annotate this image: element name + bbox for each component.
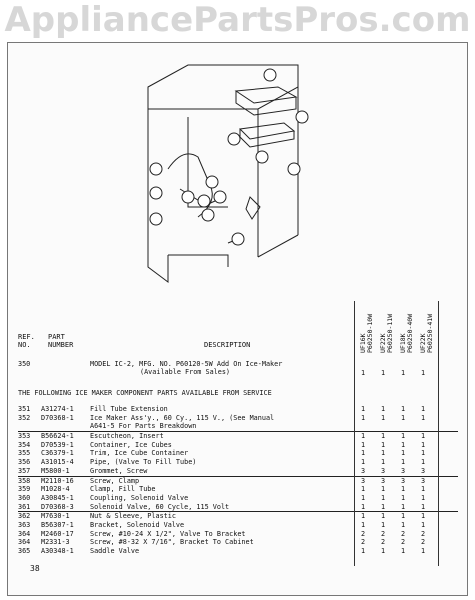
row-part-number: D70368-3 [41, 502, 74, 511]
col-ref-label: REF. [18, 333, 35, 341]
row-description: Bracket, Solenoid Valve [90, 520, 185, 529]
row-mark: 1 [400, 449, 406, 458]
row-mark: 1 [420, 440, 426, 449]
column-rule [438, 301, 439, 566]
site-banner [0, 0, 475, 40]
row-mark: 1 [420, 493, 426, 502]
parts-sheet [7, 42, 468, 596]
table-row [18, 405, 458, 414]
row-mark: 1 [360, 405, 366, 413]
row-mark: 1 [400, 440, 406, 449]
model-column-headers [358, 295, 458, 353]
row-part-number: A31274-1 [41, 405, 74, 413]
model-header: P60250-10W [366, 313, 374, 353]
row-ref: 364 [18, 529, 31, 538]
table-row [18, 422, 458, 432]
row-mark: 2 [360, 538, 366, 547]
row-mark: 2 [400, 529, 406, 538]
row-mark: 1 [380, 449, 386, 458]
row-mark: 3 [380, 466, 386, 475]
row-part-number: M2331-3 [41, 538, 70, 547]
row-mark: 1 [360, 512, 366, 521]
row-mark: 1 [360, 432, 366, 441]
table-row [18, 547, 458, 556]
row-description: Container, Ice Cubes [90, 440, 172, 449]
top-item-line1: MODEL IC-2, MFG. NO. P60120-5W Add On Ice-Maker [90, 360, 283, 368]
row-description: Screw, Clamp [90, 476, 140, 485]
row-mark: 2 [380, 538, 386, 547]
row-ref: 356 [18, 458, 31, 467]
top-item-mark: 1 [400, 369, 406, 377]
row-ref: 357 [18, 466, 31, 475]
row-description: Pipe, (Valve To Fill Tube) [90, 458, 197, 467]
table-row [18, 477, 458, 486]
col-no-label: NO. [18, 341, 31, 349]
row-mark: 1 [420, 413, 426, 422]
row-description: Clamp, Fill Tube [90, 485, 156, 494]
row-mark: 3 [360, 476, 366, 485]
model-header: P60250-41W [426, 313, 434, 353]
row-part-number: M5800-1 [41, 466, 70, 475]
row-mark: 1 [400, 432, 406, 441]
row-mark: 2 [380, 529, 386, 538]
table-row [18, 494, 458, 503]
row-description: Trim, Ice Cube Container [90, 449, 189, 458]
row-mark: 1 [360, 413, 366, 422]
top-item-ref: 350 [18, 360, 31, 368]
row-mark: 1 [360, 449, 366, 458]
row-ref: 365 [18, 547, 31, 555]
row-ref: 358 [18, 476, 31, 485]
model-header: UF16K [359, 333, 367, 353]
row-mark: 1 [420, 547, 426, 555]
top-item-mark: 1 [380, 369, 386, 377]
row-description: Coupling, Solenoid Valve [90, 493, 189, 502]
model-header: UF22K [379, 333, 387, 353]
table-row [18, 530, 458, 539]
row-part-number: B56307-1 [41, 520, 74, 529]
row-mark: 1 [420, 458, 426, 467]
row-mark: 1 [380, 547, 386, 555]
model-header: UF22K [419, 333, 427, 353]
row-mark: 1 [400, 502, 406, 511]
row-description: Ice Maker Ass'y., 60 Cy., 115 V., (See Manual [90, 413, 275, 422]
row-mark: 1 [420, 405, 426, 413]
table-row [18, 441, 458, 450]
row-mark: 1 [420, 449, 426, 458]
row-mark: 3 [420, 466, 426, 475]
exploded-diagram [128, 57, 328, 297]
row-part-number: A30348-1 [41, 547, 74, 555]
row-mark: 1 [400, 493, 406, 502]
row-mark: 1 [420, 502, 426, 511]
table-row [18, 449, 458, 458]
row-mark: 1 [420, 512, 426, 521]
row-description: Saddle Valve [90, 547, 140, 555]
row-mark: 1 [360, 493, 366, 502]
row-mark: 2 [360, 529, 366, 538]
page-number: 38 [30, 564, 40, 573]
row-mark: 1 [400, 512, 406, 521]
row-mark: 3 [400, 466, 406, 475]
row-ref: 360 [18, 493, 31, 502]
table-row [18, 521, 458, 530]
top-item-mark: 1 [360, 369, 366, 377]
row-mark: 1 [380, 432, 386, 441]
row-mark: 1 [380, 512, 386, 521]
row-ref: 354 [18, 440, 31, 449]
table-row [18, 414, 458, 423]
row-mark: 1 [400, 405, 406, 413]
row-mark: 1 [380, 485, 386, 494]
row-mark: 1 [360, 458, 366, 467]
row-mark: 1 [400, 520, 406, 529]
table-row [18, 538, 458, 547]
table-row [18, 512, 458, 521]
row-ref: 352 [18, 413, 31, 422]
row-mark: 1 [380, 440, 386, 449]
model-header: P60250-11W [386, 313, 394, 353]
column-rule [354, 301, 355, 566]
col-number-label: NUMBER [48, 341, 74, 349]
row-mark: 1 [420, 432, 426, 441]
row-part-number: M7630-1 [41, 512, 70, 521]
table-row [18, 503, 458, 513]
row-ref: 359 [18, 485, 31, 494]
row-mark: 1 [380, 502, 386, 511]
row-part-number: M2110-16 [41, 476, 74, 485]
row-mark: 1 [380, 413, 386, 422]
row-mark: 2 [400, 538, 406, 547]
site-watermark-title: AppliancePartsPros.com [4, 0, 471, 40]
parts-table [18, 405, 458, 556]
row-mark: 1 [380, 493, 386, 502]
row-mark: 2 [420, 529, 426, 538]
row-mark: 1 [400, 485, 406, 494]
row-mark: 1 [400, 413, 406, 422]
row-mark: 3 [360, 466, 366, 475]
row-part-number: D70539-1 [41, 440, 74, 449]
row-mark: 1 [360, 547, 366, 555]
row-description: Solenoid Valve, 60 Cycle, 115 Volt [90, 502, 230, 511]
model-header: UF18K [399, 333, 407, 353]
top-item-mark: 1 [420, 369, 426, 377]
table-row [18, 432, 458, 441]
row-mark: 1 [420, 485, 426, 494]
row-ref: 362 [18, 512, 31, 521]
section-heading: THE FOLLOWING ICE MAKER COMPONENT PARTS AVAILABLE FROM SERVICE [18, 389, 272, 397]
row-description: Screw, #10-24 X 1/2", Valve To Bracket [90, 529, 246, 538]
row-ref: 361 [18, 502, 31, 511]
row-mark: 2 [420, 538, 426, 547]
row-description: Grommet, Screw [90, 466, 148, 475]
row-part-number: C36379-1 [41, 449, 74, 458]
row-ref: 363 [18, 520, 31, 529]
row-ref: 355 [18, 449, 31, 458]
row-description: A641-5 For Parts Breakdown [90, 422, 197, 431]
row-mark: 3 [400, 476, 406, 485]
row-description: Escutcheon, Insert [90, 432, 164, 441]
row-mark: 1 [360, 440, 366, 449]
row-part-number: M1028-4 [41, 485, 70, 494]
row-mark: 3 [420, 476, 426, 485]
row-part-number: A30845-1 [41, 493, 74, 502]
row-mark: 1 [360, 502, 366, 511]
row-mark: 1 [380, 405, 386, 413]
table-row [18, 458, 458, 467]
row-description: Nut & Sleeve, Plastic [90, 512, 176, 521]
col-description-label: DESCRIPTION [204, 341, 251, 349]
table-row [18, 485, 458, 494]
row-description: Screw, #8-32 X 7/16", Bracket To Cabinet [90, 538, 254, 547]
row-mark: 1 [360, 520, 366, 529]
row-part-number: B56624-1 [41, 432, 74, 441]
model-header: P60250-40W [406, 313, 414, 353]
col-part-label: PART [48, 333, 65, 341]
row-part-number: A31015-4 [41, 458, 74, 467]
row-ref: 353 [18, 432, 31, 441]
table-row [18, 467, 458, 477]
row-ref: 351 [18, 405, 31, 413]
row-mark: 1 [420, 520, 426, 529]
row-part-number: M2460-17 [41, 529, 74, 538]
row-mark: 1 [400, 547, 406, 555]
row-description: Fill Tube Extension [90, 405, 168, 413]
row-mark: 1 [400, 458, 406, 467]
top-item-line2: (Available From Sales) [140, 368, 231, 376]
row-mark: 1 [380, 458, 386, 467]
row-ref: 364 [18, 538, 31, 547]
row-mark: 1 [360, 485, 366, 494]
row-mark: 1 [380, 520, 386, 529]
row-mark: 3 [380, 476, 386, 485]
row-part-number: D70368-1 [41, 413, 74, 422]
